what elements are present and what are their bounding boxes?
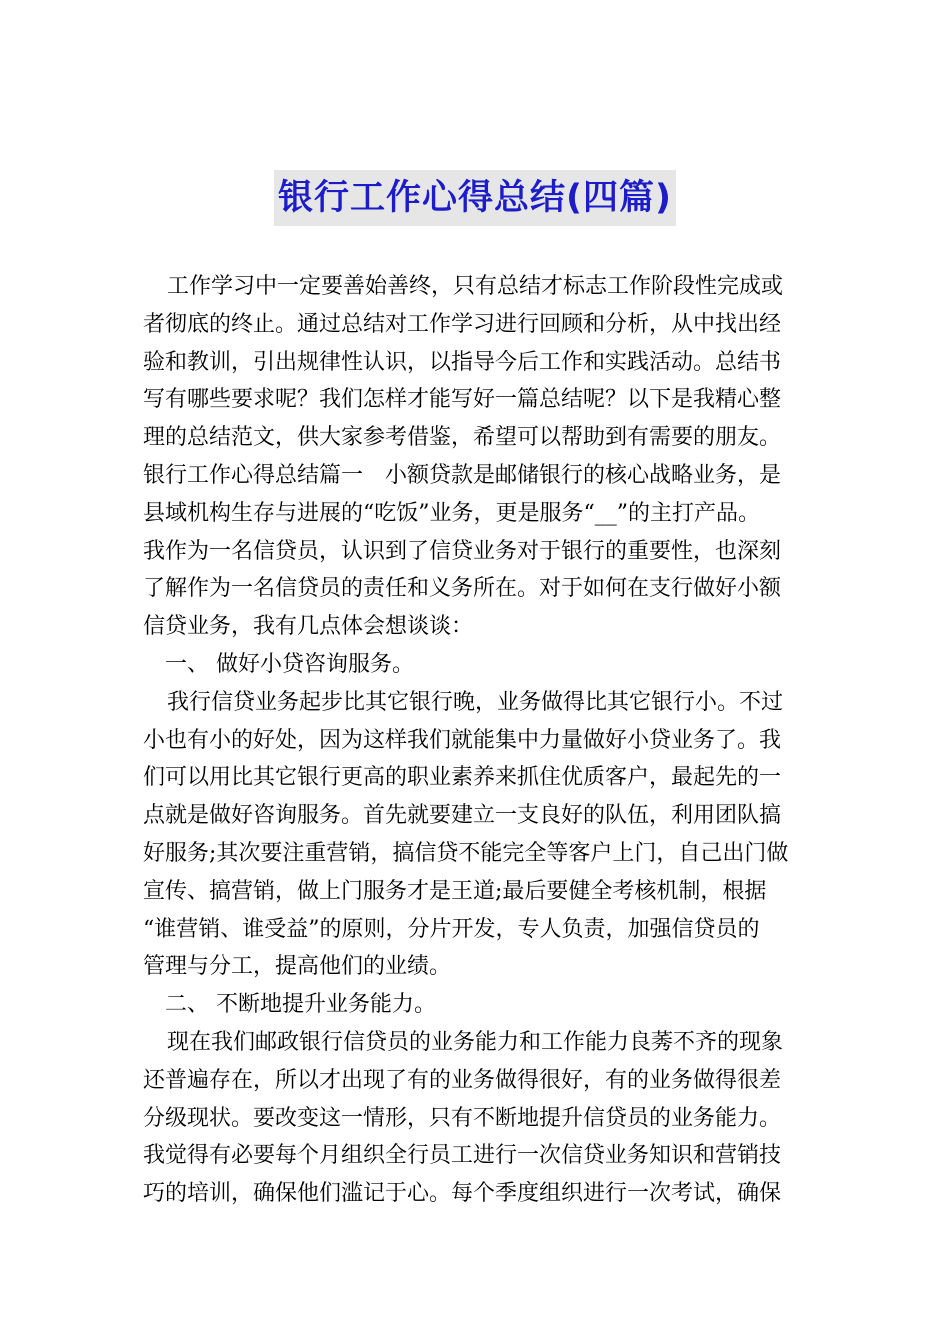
paragraph-line: 管理与分工，提高他们的业绩。: [143, 954, 452, 980]
paragraph-line: 信贷业务，我有几点体会想谈谈：: [143, 614, 474, 640]
paragraph-line: 们可以用比其它银行更高的职业素养来抓住优质客户，最起先的一: [143, 765, 782, 791]
paragraph-line: 了解作为一名信贷员的责任和义务所在。对于如何在支行做好小额: [143, 576, 782, 602]
section-heading: 一、 做好小贷咨询服务。: [165, 651, 414, 677]
paragraph-line: 小也有小的好处，因为这样我们就能集中力量做好小贷业务了。我: [143, 727, 782, 753]
paragraph-line: “谁营销、谁受益”的原则，分片开发，专人负责，加强信贷员的: [143, 916, 760, 942]
paragraph-line: 我作为一名信贷员，认识到了信贷业务对于银行的重要性，也深刻: [143, 538, 782, 564]
paragraph-line: 好服务;其次要注重营销，搞信贷不能完全等客户上门，自己出门做: [143, 840, 789, 866]
paragraph-line: 银行工作心得总结篇一 小额贷款是邮储银行的核心战略业务，是: [143, 462, 782, 488]
paragraph-line: 宣传、搞营销，做上门服务才是王道;最后要健全考核机制，根据: [143, 878, 767, 904]
paragraph-line: 工作学习中一定要善始善终，只有总结才标志工作阶段性完成或: [167, 274, 784, 299]
paragraph-line: 还普遍存在，所以才出现了有的业务做得很好，有的业务做得很差: [143, 1067, 782, 1093]
paragraph-line: 我觉得有必要每个月组织全行员工进行一次信贷业务知识和营销技: [143, 1143, 782, 1169]
paragraph-line: 现在我们邮政银行信贷员的业务能力和工作能力良莠不齐的现象: [167, 1029, 784, 1055]
title-container: [0, 170, 950, 226]
paragraph-line: 分级现状。要改变这一情形，只有不断地提升信贷员的业务能力。: [143, 1105, 782, 1131]
paragraph-line: 点就是做好咨询服务。首先就要建立一支良好的队伍，利用团队搞: [143, 803, 782, 829]
paragraph-line: 巧的培训，确保他们滥记于心。每个季度组织进行一次考试，确保: [143, 1181, 782, 1207]
paragraph-line: 县域机构生存与进展的“吃饭”业务，更是服务“__”的主打产品。: [143, 500, 760, 526]
paragraph-line: 者彻底的终止。通过总结对工作学习进行回顾和分析，从中找出经: [143, 311, 782, 337]
section-heading: 二、 不断地提升业务能力。: [165, 992, 436, 1018]
paragraph-line: 我行信贷业务起步比其它银行晚，业务做得比其它银行小。不过: [167, 689, 784, 715]
document-title: 银行工作心得总结(四篇): [274, 170, 676, 226]
document-body: [143, 268, 823, 1213]
paragraph-line: 写有哪些要求呢？我们怎样才能写好一篇总结呢？以下是我精心整: [143, 387, 782, 413]
paragraph-line: 验和教训，引出规律性认识，以指导今后工作和实践活动。总结书: [143, 349, 782, 375]
paragraph-line: 理的总结范文，供大家参考借鉴，希望可以帮助到有需要的朋友。: [143, 425, 782, 451]
